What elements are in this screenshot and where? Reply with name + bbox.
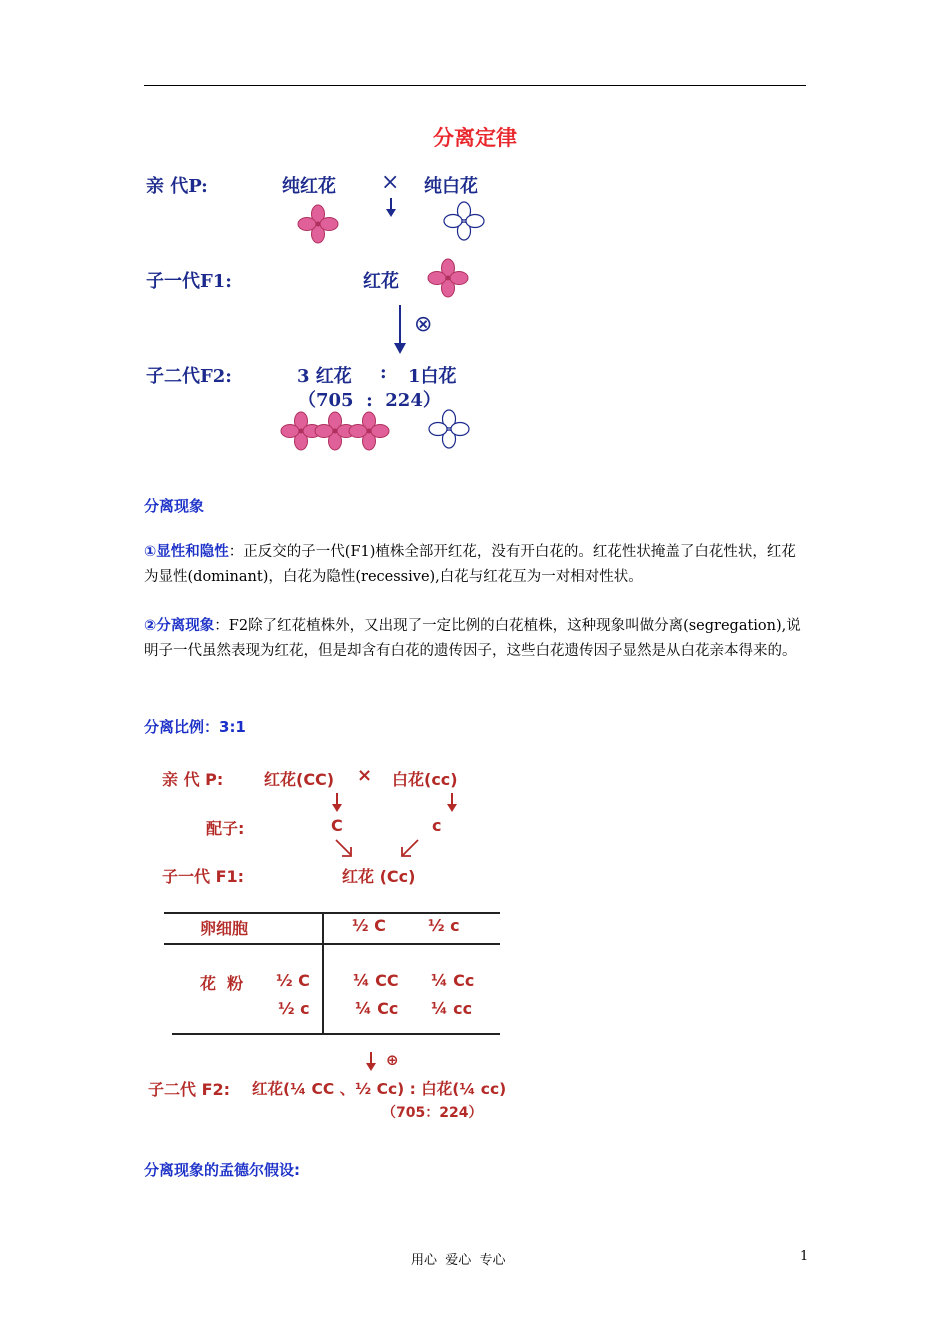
p-label: 亲 代 P: <box>162 770 224 789</box>
diagonal-arrow-left-icon <box>398 838 420 860</box>
parent2-label: 纯白花 <box>424 176 478 197</box>
gamete-dominant: C <box>331 816 343 835</box>
f1-value: 红花 <box>363 271 399 292</box>
f2-white: 1白花 <box>408 366 457 387</box>
white-flower-icon <box>427 409 471 449</box>
item1-text: ：正反交的子一代(F1)植株全部开红花，没有开白花的。红花性状掩盖了白花性状，红花为显性(dominant)，白花为隐性(recessive),白花与红花互为一对相对性状。 <box>144 544 796 585</box>
down-arrow-icon <box>365 1052 377 1072</box>
down-arrow-icon <box>446 793 458 813</box>
section-heading-hypothesis: 分离现象的孟德尔假设: <box>144 1161 300 1179</box>
cross-symbol: × <box>381 170 400 195</box>
f2-counts: （705 : 224） <box>298 390 441 411</box>
parent1-genotype: 红花(CC) <box>264 770 335 789</box>
footer-motto: 用心 爱心 专心 <box>411 1253 506 1268</box>
table-bottom-rule <box>172 1033 500 1035</box>
gamete-recessive: c <box>432 816 442 835</box>
cross-symbol: × <box>357 765 373 786</box>
section-heading-segregation: 分离现象 <box>144 497 205 515</box>
f2-result: 红花(¼ CC 、½ Cc) : 白花(¼ cc) <box>252 1080 507 1098</box>
egg-col-1: ½ C <box>352 916 386 935</box>
f2-label: 子二代F2: <box>146 366 232 387</box>
red-flower-icon <box>426 258 470 298</box>
cell-heterozygous-1: ¼ Cc <box>431 971 475 990</box>
cell-cc-dominant: ¼ CC <box>353 971 399 990</box>
white-flower-icon <box>442 201 486 241</box>
pollen-label: 花 粉 <box>200 974 244 993</box>
table-top-rule <box>164 912 500 914</box>
f1-label: 子一代F1: <box>146 271 232 292</box>
parent1-label: 纯红花 <box>282 176 336 197</box>
header-rule <box>144 85 806 86</box>
self-cross-symbol: ⊗ <box>414 312 433 337</box>
page-number: 1 <box>800 1249 809 1264</box>
table-vertical-rule <box>322 912 324 1034</box>
table-header-rule <box>164 943 500 945</box>
f1-label: 子一代 F1: <box>162 867 245 886</box>
self-cross-symbol: ⊕ <box>386 1051 399 1069</box>
down-arrow-icon <box>331 793 343 813</box>
ratio-heading: 分离比例：3:1 <box>144 718 246 736</box>
egg-col-2: ½ c <box>428 916 460 935</box>
f2-label: 子二代 F2: <box>148 1080 231 1099</box>
f2-counts: （705：224） <box>382 1105 483 1121</box>
down-arrow-icon <box>384 198 398 218</box>
cell-heterozygous-2: ¼ Cc <box>355 999 399 1018</box>
paragraph-segregation <box>144 614 808 664</box>
red-flower-icon <box>296 204 340 244</box>
item2-text: ：F2除了红花植株外，又出现了一定比例的白花植株，这种现象叫做分离(segregation),说明子一代虽然表现为红花，但是却含有白花的遗传因子，这些白花遗传因子显然是从白花亲本得来的。 <box>144 618 801 659</box>
item2-label: ②分离现象 <box>144 618 215 634</box>
red-flower-row-icon <box>279 411 391 451</box>
f2-red: 3 红花 <box>297 366 352 387</box>
p-label: 亲 代P: <box>146 176 208 197</box>
f2-colon: : <box>380 362 387 383</box>
pollen-row-1: ½ C <box>276 971 310 990</box>
egg-header: 卵细胞 <box>200 919 249 938</box>
paragraph-dominance <box>144 540 808 590</box>
gamete-label: 配子: <box>206 819 245 838</box>
parent2-genotype: 白花(cc) <box>392 770 458 789</box>
f1-genotype: 红花 (Cc) <box>342 867 416 886</box>
item1-label: ①显性和隐性 <box>144 544 229 560</box>
diagonal-arrow-right-icon <box>334 838 356 860</box>
cell-cc-recessive: ¼ cc <box>431 999 473 1018</box>
page-title: 分离定律 <box>433 126 517 150</box>
long-down-arrow-icon <box>392 305 408 355</box>
pollen-row-2: ½ c <box>278 999 310 1018</box>
